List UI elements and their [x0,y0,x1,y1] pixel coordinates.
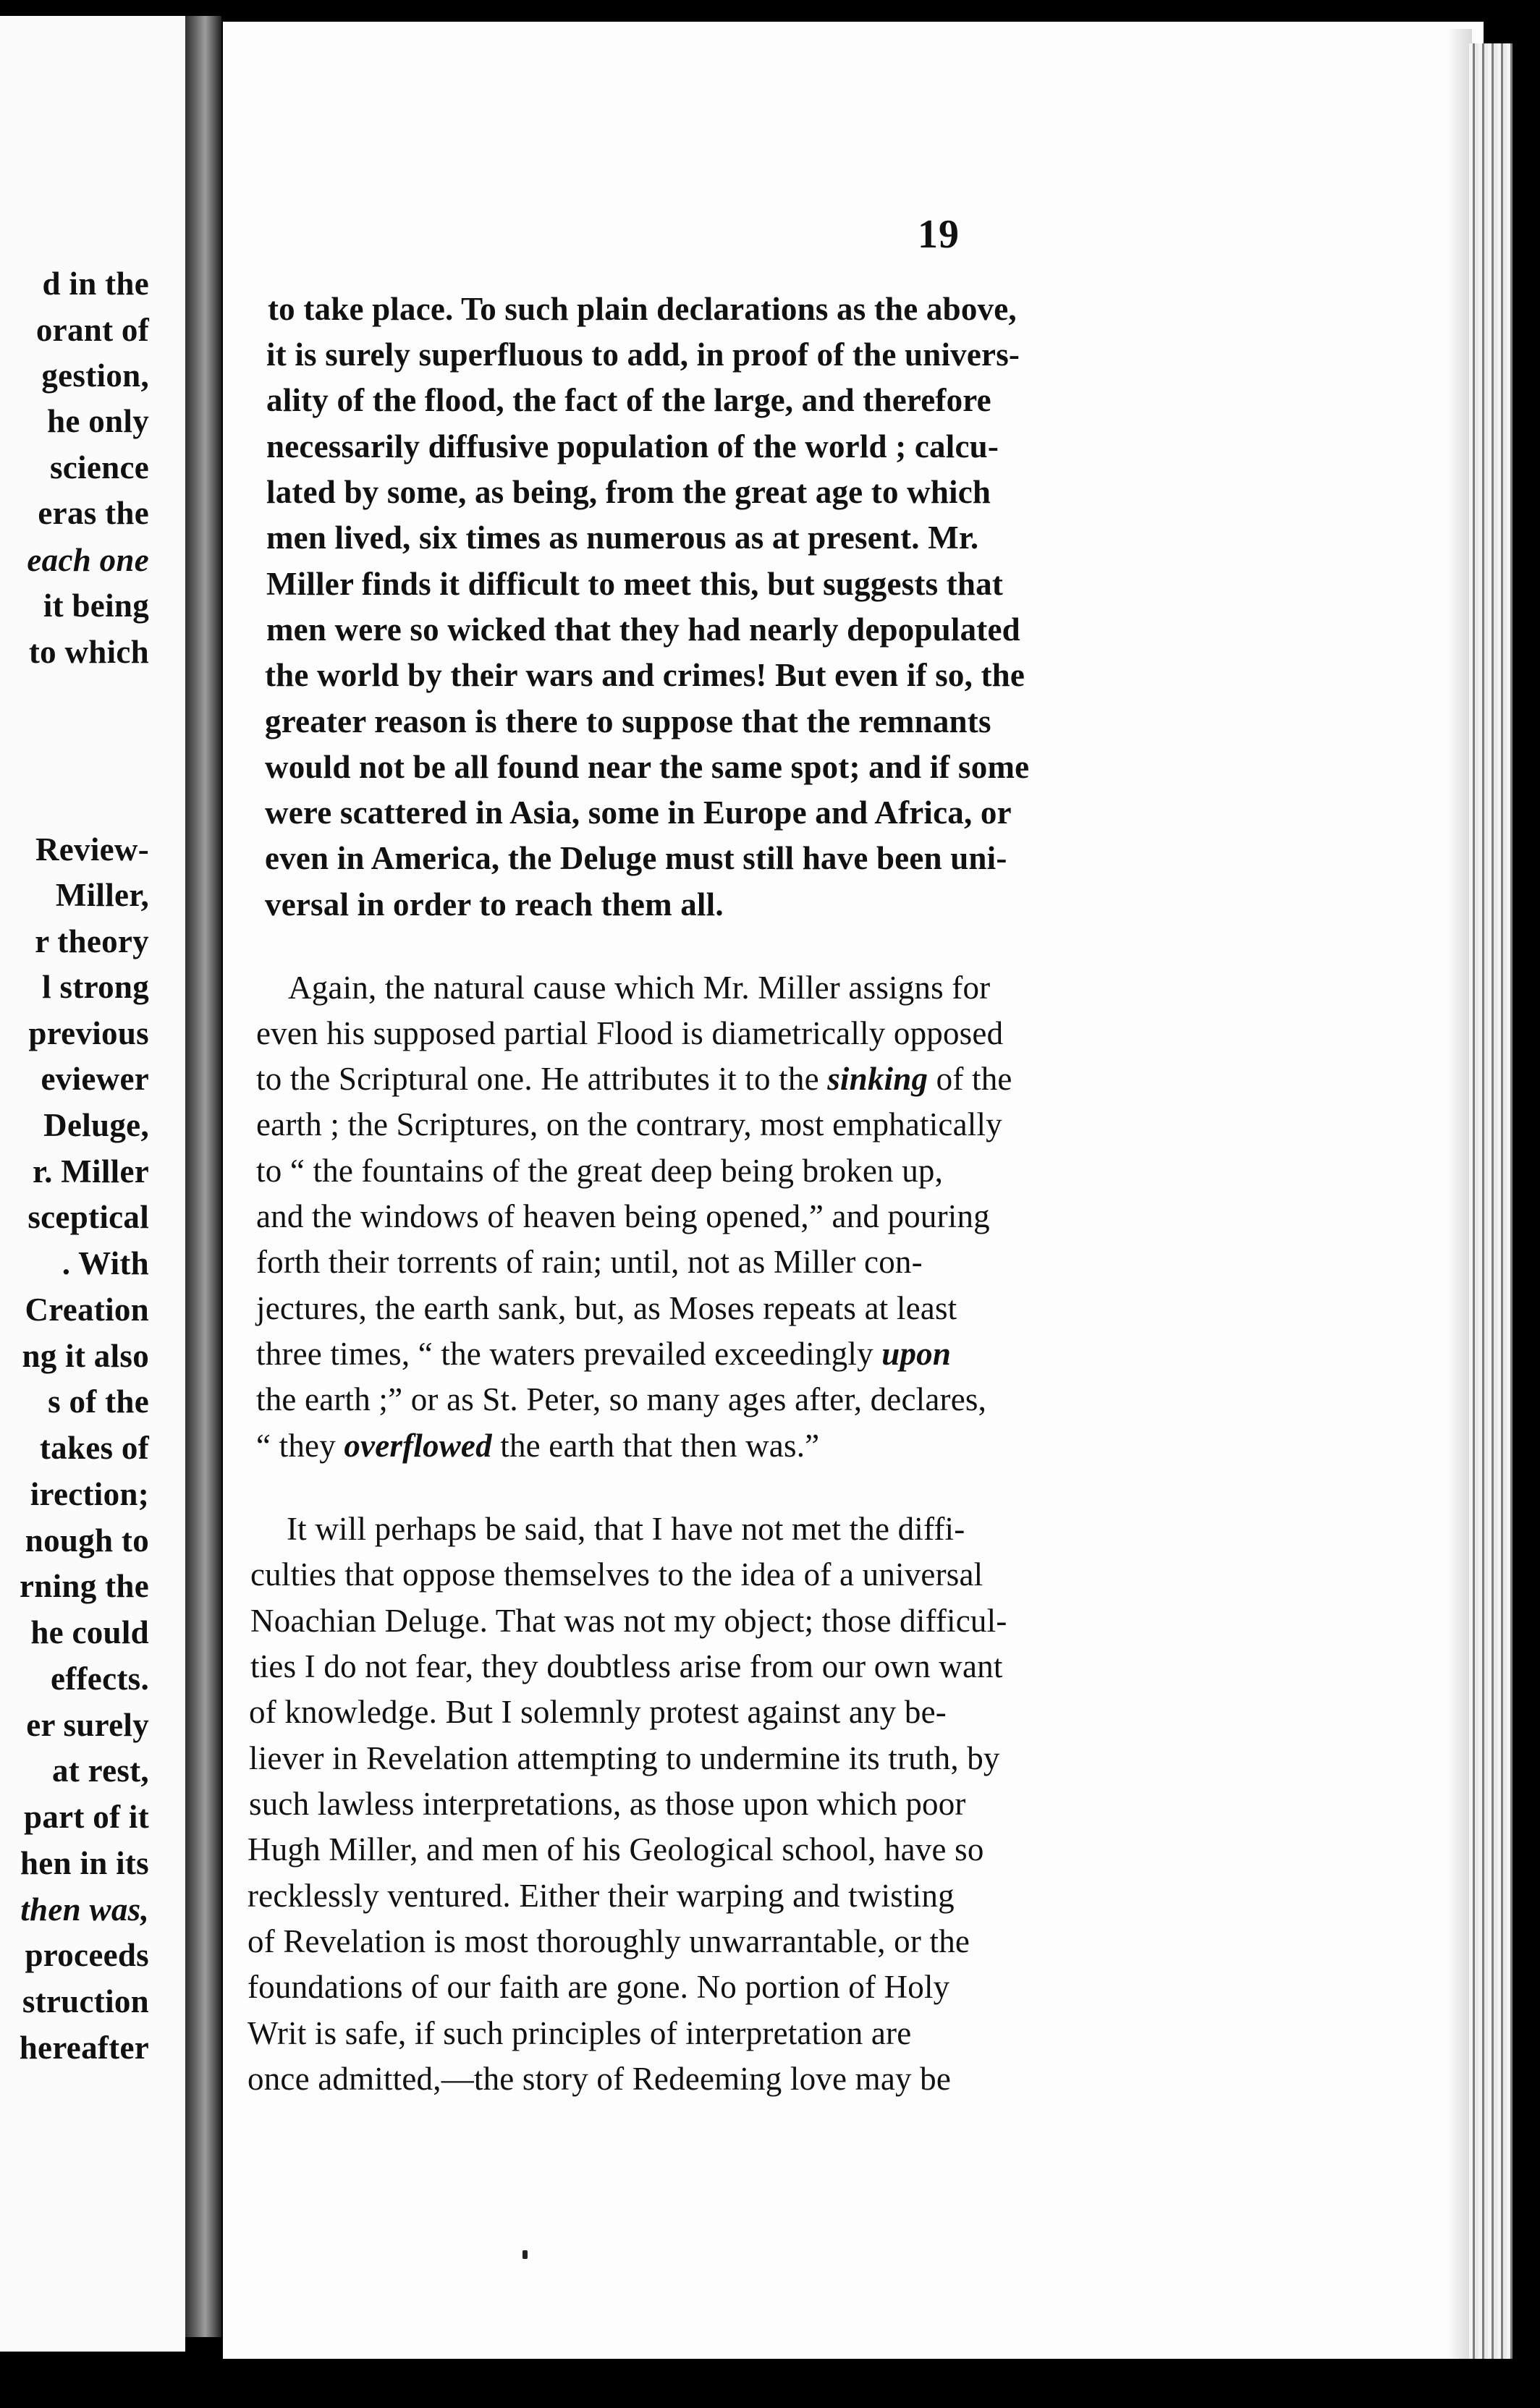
left-page-line: Review- [35,831,149,868]
left-page-line: it being [43,588,149,624]
scan-speck [522,2250,528,2259]
left-page-line: . With [62,1245,149,1281]
page-number: 19 [918,212,960,257]
left-page-line: at rest, [51,1752,149,1789]
text-line: Miller finds it difficult to meet this, but suggests that [266,566,1004,602]
left-page-line: l strong [42,969,149,1005]
text-line: jectures, the earth sank, but, as Moses repeats at least [256,1290,957,1326]
text-run: the earth that then was.” [491,1428,820,1464]
left-page-line: proceeds [25,1937,149,1973]
text-line: It will perhaps be said, that I have not met the diffi- [287,1511,965,1547]
left-page-line: er surely [26,1707,149,1743]
text-line [256,1063,1012,1095]
left-page-line: struction [22,1983,149,2019]
previous-page-fragment [0,16,185,2352]
text-run: of the [928,1061,1012,1097]
text-run: three times, “ the waters prevailed exceedingly [256,1336,882,1372]
text-line: earth ; the Scriptures, on the contrary, most emphatically [256,1106,1002,1142]
left-page-line: nough to [25,1522,149,1559]
text-line: men lived, six times as numerous as at present. Mr. [266,520,979,556]
left-page-line: part of it [24,1799,149,1835]
text-line: forth their torrents of rain; until, not as Miller con- [256,1244,923,1280]
text-line: culties that oppose themselves to the idea of a universal [250,1556,983,1593]
left-page-line: sceptical [28,1199,149,1235]
book-page [223,22,1484,2359]
left-page-line: science [49,449,149,486]
text-line: of Revelation is most thoroughly unwarrantable, or the [248,1923,970,1959]
left-page-line: rning the [20,1568,149,1604]
text-line: men were so wicked that they had nearly depopulated [266,611,1020,648]
text-line: Noachian Deluge. That was not my object; those difficul- [250,1603,1007,1639]
text-line: the world by their wars and crimes! But even if so, the [265,657,1025,693]
left-page-line: he could [30,1614,149,1650]
text-line: lated by some, as being, from the great age to which [266,474,991,510]
left-page-line: eras the [38,495,149,531]
text-line: to take place. To such plain declarations as the above, [268,291,1017,327]
left-page-line: s of the [48,1383,149,1420]
left-page-line: Creation [25,1292,149,1328]
left-page-line: he only [47,403,149,439]
text-run: to the Scriptural one. He attributes it to the [256,1061,828,1097]
text-line [256,1338,951,1370]
left-page-line: hereafter [19,2030,149,2066]
left-page-line: each one [27,542,149,578]
left-page-line: Deluge, [43,1107,149,1143]
text-line: to “ the fountains of the great deep being broken up, [256,1153,944,1189]
text-line: ality of the flood, the fact of the large, and therefore [266,382,991,418]
text-run: “ they [256,1428,344,1464]
left-page-line: r theory [35,923,149,959]
text-line: foundations of our faith are gone. No portion of Holy [248,1969,950,2005]
left-page-line: hen in its [20,1845,149,1881]
text-line: recklessly ventured. Either their warping and twisting [248,1878,955,1914]
left-page-line: gestion, [41,357,149,394]
text-line: were scattered in Asia, some in Europe and Africa, or [265,794,1012,831]
text-line: necessarily diffusive population of the world ; calcu- [266,428,999,465]
left-page-line: Miller, [55,877,149,913]
text-line: Hugh Miller, and men of his Geological school, have so [248,1831,984,1868]
left-page-line: ng it also [22,1338,149,1374]
text-line: and the windows of heaven being opened,” and pouring [256,1198,990,1234]
text-line: liever in Revelation attempting to undermine its truth, by [249,1740,1000,1776]
text-line: the earth ;” or as St. Peter, so many ages after, declares, [256,1381,987,1417]
text-line: Writ is safe, if such principles of interpretation are [248,2015,912,2051]
emphasis: upon [881,1336,952,1372]
text-line: ties I do not fear, they doubtless arise from our own want [250,1648,1003,1684]
text-line: of knowledge. But I solemnly protest against any be- [249,1694,947,1730]
emphasis: sinking [827,1061,928,1097]
stacked-page-edges [1469,43,1512,2359]
text-line: even his supposed partial Flood is diametrically opposed [256,1015,1004,1051]
text-line: it is surely superfluous to add, in proof of the univers- [266,336,1020,373]
left-page-line: effects. [50,1661,149,1697]
left-page-line: previous [28,1015,149,1051]
page-edge-shadow [1447,29,1472,2359]
text-line: would not be all found near the same spot; and if some [265,749,1030,785]
text-line: such lawless interpretations, as those upon which poor [249,1786,966,1822]
text-line: versal in order to reach them all. [265,886,724,923]
text-line: once admitted,—the story of Redeeming love may be [248,2061,952,2097]
text-line: Again, the natural cause which Mr. Miller assigns for [288,970,991,1006]
text-line [256,1430,819,1462]
left-page-line: irection; [30,1476,149,1512]
emphasis: overflowed [344,1428,492,1464]
left-page-line: eviewer [41,1061,149,1097]
left-page-line: takes of [39,1430,149,1466]
text-line: greater reason is there to suppose that the remnants [265,703,991,739]
left-page-line: orant of [35,312,149,348]
left-page-line: to which [28,634,149,670]
left-page-line: r. Miller [33,1153,149,1190]
text-line: even in America, the Deluge must still have been uni- [265,840,1007,876]
left-page-line: d in the [42,266,149,302]
left-page-line: then was, [20,1891,149,1928]
book-gutter [185,16,221,2337]
